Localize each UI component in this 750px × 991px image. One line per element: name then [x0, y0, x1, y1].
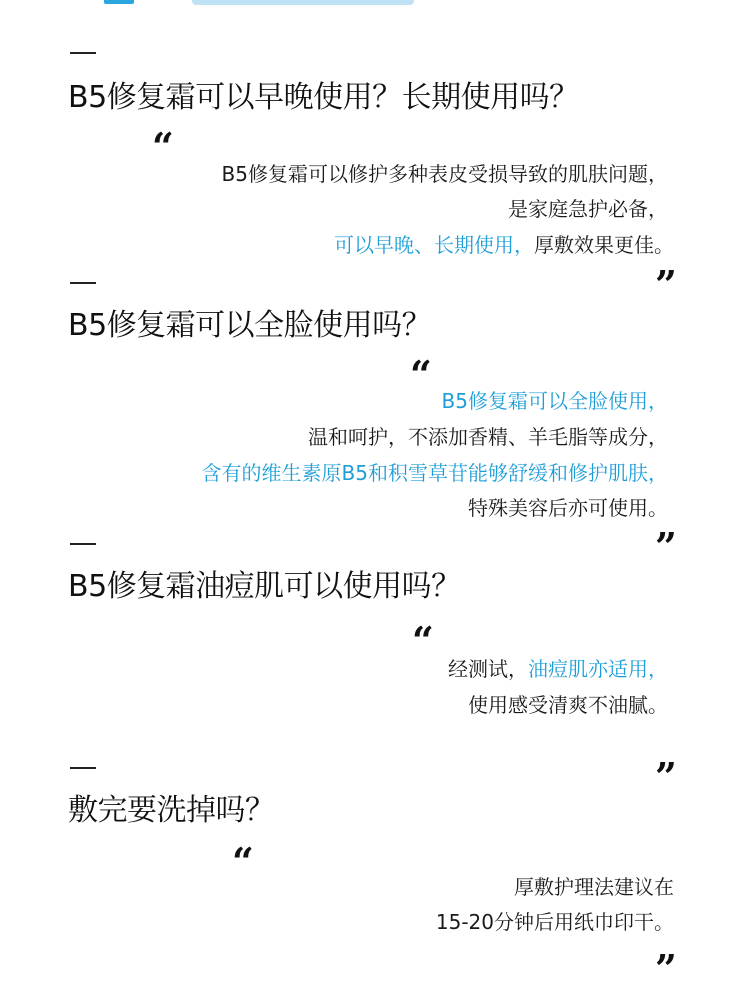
answer-highlight: 含有的维生素原B5和积雪草苷能够舒缓和修护肌肤， [201, 461, 668, 485]
answer-highlight: 油痘肌亦适用， [528, 657, 668, 681]
answer-line [448, 655, 668, 683]
top-light-bar [192, 0, 414, 5]
close-quote-icon: ” [655, 262, 677, 307]
close-quote-icon: ” [655, 524, 677, 569]
close-quote-icon: ” [655, 946, 677, 991]
faq-heading-full-face: B5修复霜可以全脸使用吗？ [68, 308, 432, 343]
answer-text: 经测试， [448, 657, 528, 681]
answer-highlight: B5修复霜可以全脸使用， [441, 389, 668, 413]
open-quote-icon: “ [152, 124, 174, 169]
open-quote-icon: “ [232, 839, 254, 884]
answer-line [202, 459, 668, 487]
answer-text: 使用感受清爽不油腻。 [468, 693, 668, 717]
answer-line [436, 908, 674, 936]
answer-line [468, 691, 668, 719]
answer-line [334, 231, 674, 259]
open-quote-icon: “ [410, 352, 432, 397]
answer-line [508, 195, 668, 223]
top-accent-fragment [104, 0, 134, 4]
faq-heading-wash-off: 敷完要洗掉吗？ [68, 793, 275, 828]
close-quote-icon: ” [655, 754, 677, 799]
answer-line [468, 494, 668, 522]
section-dash [70, 282, 96, 284]
answer-text: 厚敷护理法建议在 [514, 875, 674, 899]
answer-text: B5修复霜可以修护多种表皮受损导致的肌肤问题， [221, 162, 668, 186]
faq-heading-oily-skin: B5修复霜油痘肌可以使用吗？ [68, 569, 461, 604]
answer-line [442, 387, 668, 415]
faq-heading-day-night: B5修复霜可以早晚使用？长期使用吗？ [68, 80, 579, 115]
section-dash [70, 52, 96, 54]
section-dash [70, 543, 96, 545]
answer-line [308, 423, 668, 451]
answer-line [222, 160, 668, 188]
answer-highlight: 可以早晚、长期使用， [334, 233, 534, 257]
open-quote-icon: “ [412, 618, 434, 663]
answer-text: 是家庭急护必备， [508, 197, 668, 221]
answer-text: 厚敷效果更佳。 [534, 233, 674, 257]
answer-text: 15-20分钟后用纸巾印干。 [435, 910, 674, 934]
answer-text: 特殊美容后亦可使用。 [468, 496, 668, 520]
answer-line [514, 873, 674, 901]
answer-text: 温和呵护，不添加香精、羊毛脂等成分， [308, 425, 668, 449]
section-dash [70, 767, 96, 769]
